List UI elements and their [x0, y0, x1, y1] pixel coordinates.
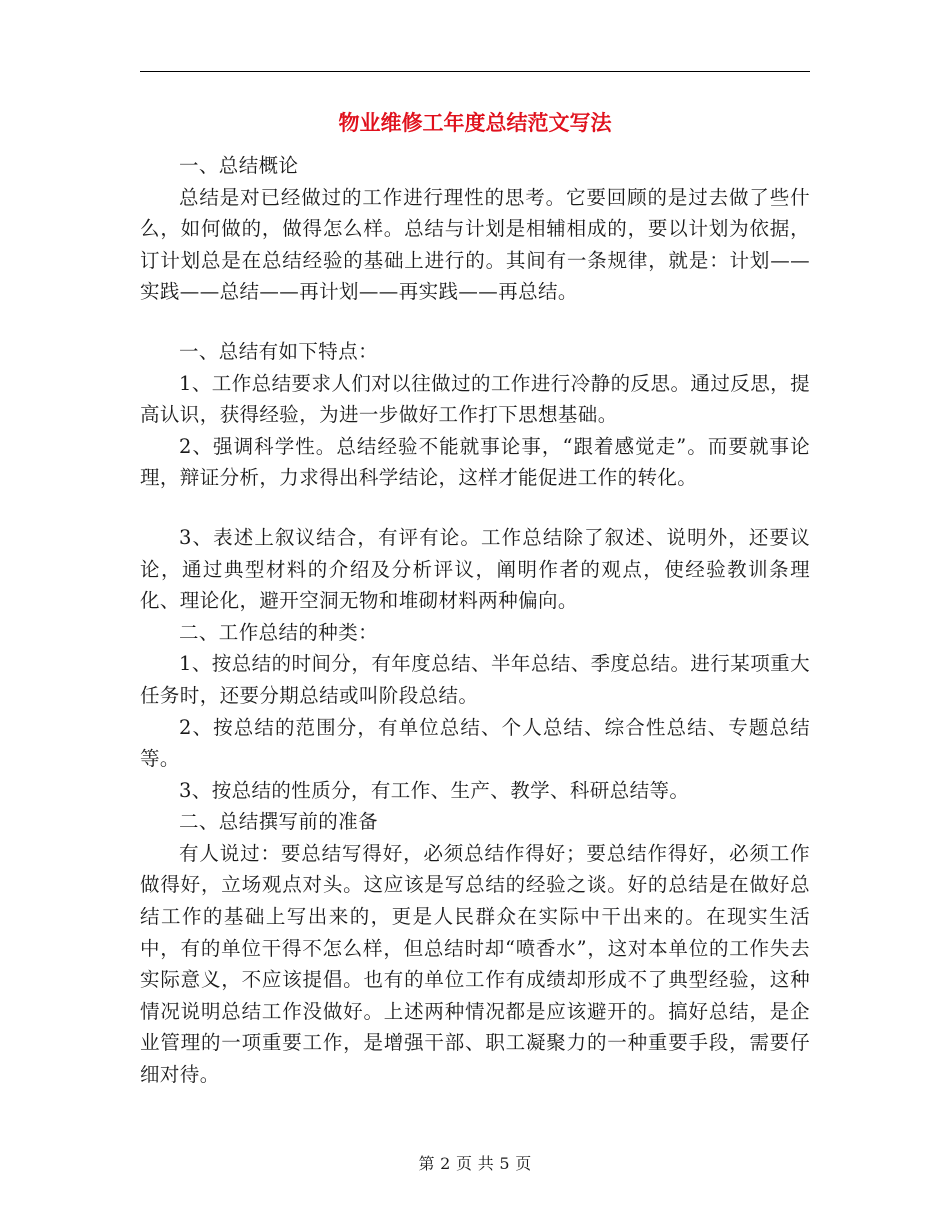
- document-title: 物业维修工年度总结范文写法: [338, 111, 612, 135]
- body-paragraph: 总结是对已经做过的工作进行理性的思考。它要回顾的是过去做了些什么，如何做的，做得怎么样。总结与计划是相辅相成的，要以计划为依据，订计划总是在总结经验的基础上进行的。其间有一条规律，就是：计划——实践——总结——再计划——再实践——再总结。: [140, 185, 810, 304]
- list-item: 3、按总结的性质分，有工作、生产、教学、科研总结等。: [179, 778, 690, 802]
- section-heading: 一、总结概论: [179, 154, 299, 177]
- body-paragraph: 有人说过：要总结写得好，必须总结作得好；要总结作得好，必须工作做得好，立场观点对头。这应该是写总结的经验之谈。好的总结是在做好总结工作的基础上写出来的，更是人民群众在实际中干出来的。在现实生活中，有的单位干得不怎么样，但总结时却“喷香水”，这对本单位的工作失去实际意义，不应该提倡。也有的单位工作有成绩却形成不了典型经验，这种情况说明总结工作没做好。上述两种情况都是应该避开的。搞好总结，是企业管理的一项重要工作，是增强干部、职工凝聚力的一种重要手段，需要仔细对待。: [140, 841, 810, 1087]
- list-item: 3、表述上叙议结合，有评有论。工作总结除了叙述、说明外，还要议论，通过典型材料的介绍及分析评议，阐明作者的观点，使经验教训条理化、理论化，避开空洞无物和堆砌材料两种偏向。: [140, 525, 810, 613]
- document-body: [140, 150, 810, 1091]
- list-item: 1、按总结的时间分，有年度总结、半年总结、季度总结。进行某项重大任务时，还要分期总结或叫阶段总结。: [140, 652, 810, 707]
- section-heading: 一、总结有如下特点：: [179, 339, 379, 363]
- header-rule: [140, 71, 810, 72]
- list-item: 2、强调科学性。总结经验不能就事论事，“跟着感觉走”。而要就事论理，辩证分析，力求得出科学结论，这样才能促进工作的转化。: [140, 434, 810, 490]
- list-item: 2、按总结的范围分，有单位总结、个人总结、综合性总结、专题总结等。: [140, 715, 810, 771]
- section-heading: 二、总结撰写前的准备: [179, 810, 379, 834]
- list-item: 1、工作总结要求人们对以往做过的工作进行冷静的反思。通过反思，提高认识，获得经验，为进一步做好工作打下思想基础。: [140, 371, 810, 427]
- page-number: 第 2 页 共 5 页: [418, 1154, 532, 1173]
- section-heading: 二、工作总结的种类：: [179, 620, 379, 644]
